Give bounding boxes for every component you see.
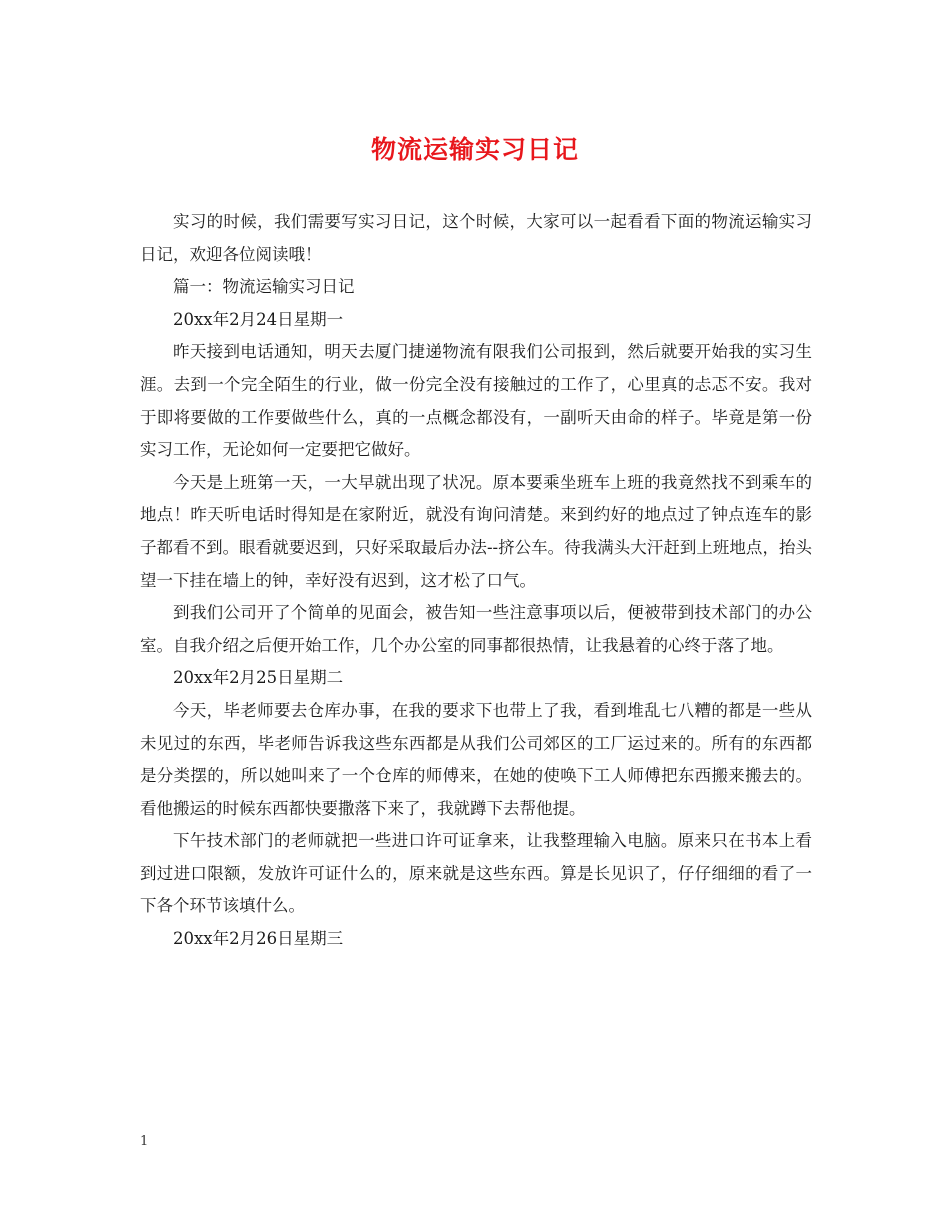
body-paragraph: 到我们公司开了个简单的见面会，被告知一些注意事项以后，便被带到技术部门的办公室。自我介绍之后便开始工作，几个办公室的同事都很热情，让我悬着的心终于落了地。	[140, 603, 812, 655]
body-paragraph: 今天是上班第一天，一大早就出现了状况。原本要乘坐班车上班的我竟然找不到乘车的地点！昨天听电话时得知是在家附近，就没有询问清楚。来到约好的地点过了钟点连车的影子都看不到。眼看就要迟到，只好采取最后办法--挤公车。待我满头大汗赶到上班地点，抬头望一下挂在墙上的钟，幸好没有迟到，这才松了口气。	[140, 472, 812, 590]
page-title: 物流运输实习日记	[370, 135, 579, 164]
intro-paragraph: 实习的时候，我们需要写实习日记，这个时候，大家可以一起看看下面的物流运输实习日记，欢迎各位阅读哦！	[140, 212, 812, 264]
document-body	[140, 206, 812, 956]
diary-date: 20xx年2月24日星期一	[173, 309, 344, 329]
page-number: 1	[140, 1134, 149, 1149]
diary-date: 20xx年2月25日星期二	[173, 668, 344, 688]
section-heading: 篇一：物流运输实习日记	[173, 277, 355, 297]
body-paragraph: 昨天接到电话通知，明天去厦门捷递物流有限我们公司报到，然后就要开始我的实习生涯。去到一个完全陌生的行业，做一份完全没有接触过的工作了，心里真的忐忑不安。我对于即将要做的工作要做些什么，真的一点概念都没有，一副听天由命的样子。毕竟是第一份实习工作，无论如何一定要把它做好。	[140, 342, 812, 460]
body-paragraph: 下午技术部门的老师就把一些进口许可证拿来，让我整理输入电脑。原来只在书本上看到过进口限额，发放许可证什么的，原来就是这些东西。算是长见识了，仔仔细细的看了一下各个环节该填什么。	[140, 831, 812, 916]
diary-date: 20xx年2月26日星期三	[173, 929, 344, 949]
body-paragraph: 今天，毕老师要去仓库办事，在我的要求下也带上了我，看到堆乱七八糟的都是一些从未见过的东西，毕老师告诉我这些东西都是从我们公司郊区的工厂运过来的。所有的东西都是分类摆的，所以她叫来了一个仓库的师傅来，在她的使唤下工人师傅把东西搬来搬去的。看他搬运的时候东西都快要撒落下来了，我就蹲下去帮他提。	[140, 700, 812, 818]
